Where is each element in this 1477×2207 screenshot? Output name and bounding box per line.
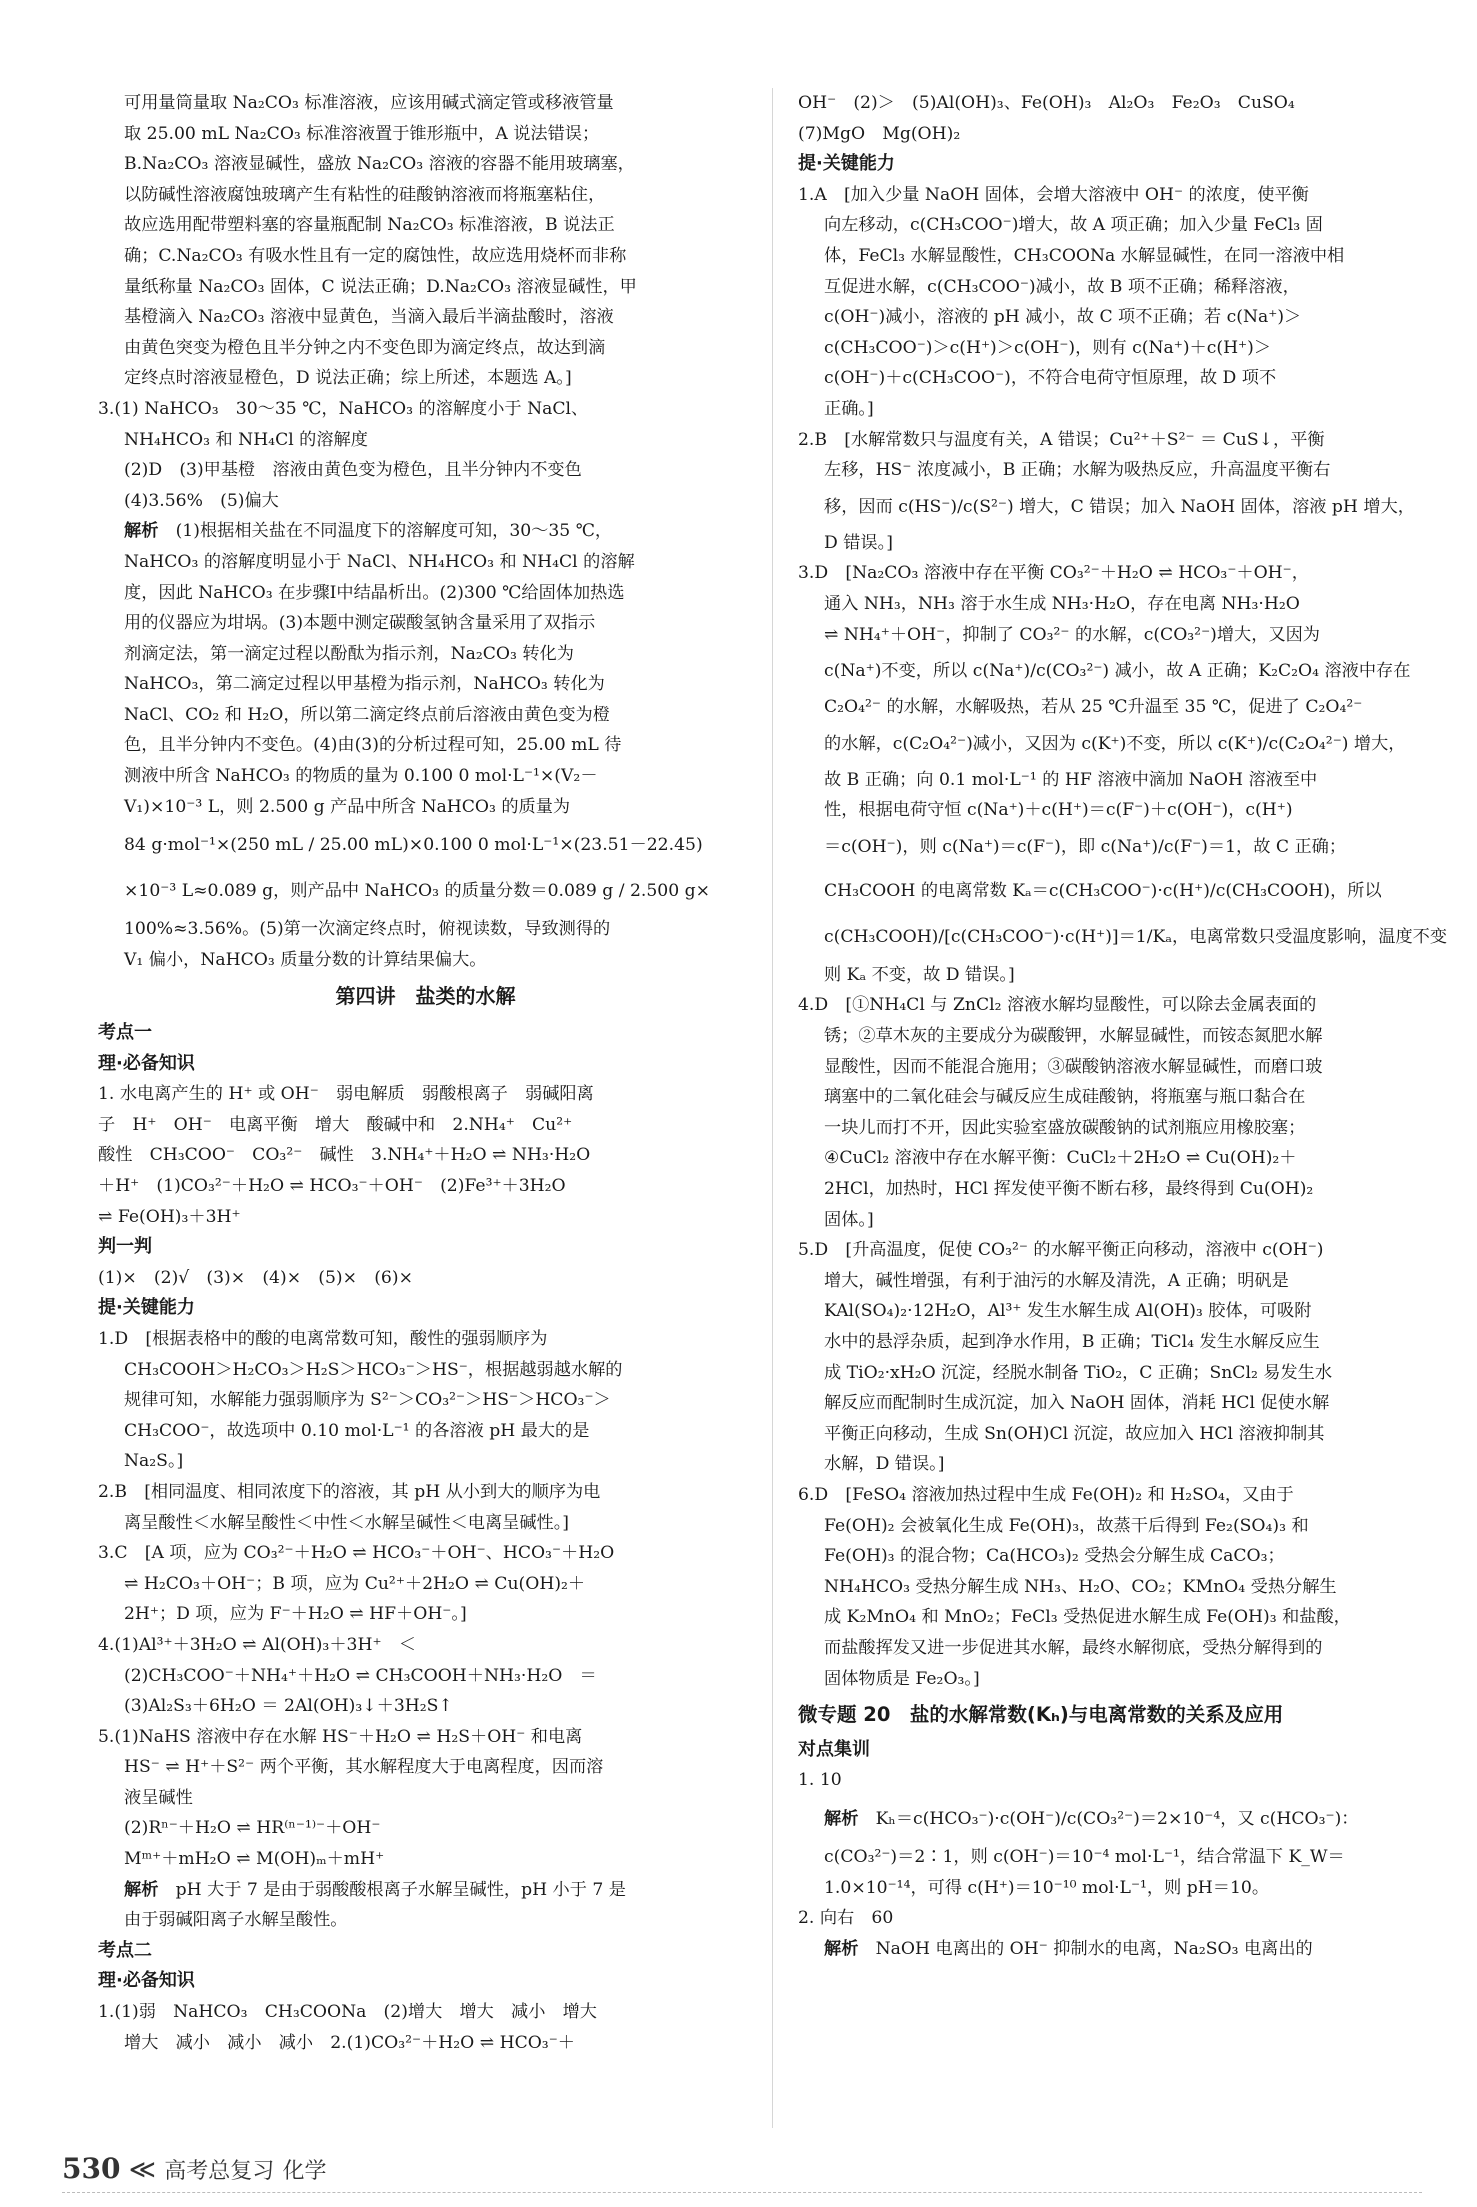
section-subheading: 判一判 bbox=[98, 1236, 152, 1258]
text-line: Mᵐ⁺＋mH₂O ⇌ M(OH)ₘ＋mH⁺ bbox=[124, 1849, 385, 1870]
text-line: 以防碱性溶液腐蚀玻璃产生有粘性的硅酸钠溶液而将瓶塞粘住， bbox=[124, 184, 606, 205]
text-line: 1.(1)弱 NaHCO₃ CH₃COONa (2)增大 增大 减小 增大 bbox=[98, 2002, 597, 2023]
text-line: (2)CH₃COO⁻＋NH₄⁺＋H₂O ⇌ CH₃COOH＋NH₃·H₂O ＝ bbox=[124, 1665, 597, 1686]
footer-rule bbox=[62, 2192, 1422, 2193]
text-line: 左移，HS⁻ 浓度减小，B 正确；水解为吸热反应，升高温度平衡右 bbox=[824, 460, 1331, 481]
text-line: Na₂S。] bbox=[124, 1451, 184, 1472]
section-subheading: 对点集训 bbox=[798, 1738, 870, 1760]
text-line: 解反应而配制时生成沉淀，加入 NaOH 固体，消耗 HCl 促使水解 bbox=[824, 1393, 1330, 1414]
text-line: 3.D [Na₂CO₃ 溶液中存在平衡 CO₃²⁻＋H₂O ⇌ HCO₃⁻＋OH⁻， bbox=[798, 563, 1309, 584]
analysis-label: 解析 bbox=[124, 521, 159, 542]
text-line: (3)Al₂S₃＋6H₂O ＝ 2Al(OH)₃↓＋3H₂S↑ bbox=[124, 1696, 453, 1717]
book-title: 高考总复习 bbox=[164, 2159, 275, 2184]
section-subheading: 提·关键能力 bbox=[98, 1297, 195, 1319]
text-line: (2)Rⁿ⁻＋H₂O ⇌ HR⁽ⁿ⁻¹⁾⁻＋OH⁻ bbox=[124, 1818, 381, 1839]
text-line: 固体物质是 Fe₂O₃。] bbox=[824, 1668, 980, 1689]
required-knowledge bbox=[98, 1079, 753, 1232]
text-line: 离呈酸性＜水解呈酸性＜中性＜水解呈碱性＜电离呈碱性。] bbox=[124, 1512, 569, 1533]
text-line: 定终点时溶液显橙色，D 说法正确；综上所述，本题选 A。] bbox=[124, 368, 572, 389]
text-line: 1. 10 bbox=[798, 1770, 842, 1791]
text-line: 用的仪器应为坩埚。(3)本题中测定碳酸氢钠含量采用了双指示 bbox=[124, 613, 596, 634]
page-footer bbox=[62, 2152, 327, 2185]
text-line: C₂O₄²⁻ 的水解，水解吸热，若从 25 ℃升温至 35 ℃，促进了 C₂O₄²⁻ bbox=[824, 697, 1363, 718]
text-line: NH₄HCO₃ 和 NH₄Cl 的溶解度 bbox=[124, 429, 368, 450]
text-line: 剂滴定法，第一滴定过程以酚酞为指示剂，Na₂CO₃ 转化为 bbox=[124, 643, 574, 664]
text-line: NaHCO₃，第二滴定过程以甲基橙为指示剂，NaHCO₃ 转化为 bbox=[124, 674, 605, 695]
section-subheading: 理·必备知识 bbox=[98, 1052, 195, 1074]
formula-line: CH₃COOH 的电离常数 Kₐ＝c(CH₃COO⁻)·c(H⁺)/c(CH₃COOH)，所以 bbox=[824, 880, 1382, 901]
chevron-left-icon: ≪ bbox=[128, 2155, 156, 2185]
formula-line: ＝c(OH⁻)，则 c(Na⁺)＝c(F⁻)，即 c(Na⁺)/c(F⁻)＝1，故 C 正确； bbox=[824, 836, 1347, 857]
text-line: ⇌ Fe(OH)₃＋3H⁺ bbox=[98, 1206, 241, 1227]
section-heading: 考点二 bbox=[98, 1939, 152, 1961]
text-line: 2.B [相同温度、相同浓度下的溶液，其 pH 从小到大的顺序为电 bbox=[98, 1481, 601, 1502]
text-line: 子 H⁺ OH⁻ 电离平衡 增大 酸碱中和 2.NH₄⁺ Cu²⁺ bbox=[98, 1114, 573, 1135]
text-line: 平衡正向移动，生成 Sn(OH)Cl 沉淀，故应加入 HCl 溶液抑制其 bbox=[824, 1423, 1325, 1444]
text-line: 2H⁺；D 项，应为 F⁻＋H₂O ⇌ HF＋OH⁻。] bbox=[124, 1604, 467, 1625]
text-line: 璃塞中的二氧化硅会与碱反应生成硅酸钠，将瓶塞与瓶口黏合在 bbox=[824, 1087, 1306, 1108]
text-line: 性，根据电荷守恒 c(Na⁺)＋c(H⁺)＝c(F⁻)＋c(OH⁻)，c(H⁺) bbox=[824, 800, 1293, 821]
formula-line: ×10⁻³ L≈0.089 g，则产品中 NaHCO₃ 的质量分数＝0.089 g / 2.500 g× bbox=[124, 881, 711, 902]
analysis-label: 解析 bbox=[824, 1808, 859, 1829]
section-heading: 考点一 bbox=[98, 1022, 152, 1044]
block-continued-answer bbox=[98, 88, 753, 394]
text-line: 体，FeCl₃ 水解显酸性，CH₃COONa 水解显碱性，在同一溶液中相 bbox=[824, 245, 1345, 266]
text-line: 3.C [A 项，应为 CO₃²⁻＋H₂O ⇌ HCO₃⁻＋OH⁻、HCO₃⁻＋H₂O bbox=[98, 1543, 615, 1564]
text-line: 基橙滴入 Na₂CO₃ 溶液中显黄色，当滴入最后半滴盐酸时，溶液 bbox=[124, 307, 614, 328]
text-line: ⇌ NH₄⁺＋OH⁻，抑制了 CO₃²⁻ 的水解，c(CO₃²⁻)增大，又因为 bbox=[824, 624, 1320, 645]
text-line: 向左移动，c(CH₃COO⁻)增大，故 A 项正确；加入少量 FeCl₃ 固 bbox=[824, 215, 1323, 236]
text-line: Fe(OH)₃ 的混合物；Ca(HCO₃)₂ 受热会分解生成 CaCO₃； bbox=[824, 1546, 1285, 1567]
text-line: 故应选用配带塑料塞的容量瓶配制 Na₂CO₃ 标准溶液，B 说法正 bbox=[124, 215, 615, 236]
text-line: 测液中所含 NaHCO₃ 的物质的量为 0.100 0 mol·L⁻¹×(V₂－ bbox=[124, 766, 598, 787]
text-line: 量纸称量 Na₂CO₃ 固体，C 说法正确；D.Na₂CO₃ 溶液显碱性，甲 bbox=[124, 276, 637, 297]
subject-name: 化学 bbox=[282, 2159, 327, 2184]
text-line: pH 大于 7 是由于弱酸酸根离子水解呈碱性，pH 小于 7 是 bbox=[175, 1879, 626, 1900]
key-ability-answers-2 bbox=[798, 180, 1453, 1694]
text-line: 4.D [①NH₄Cl 与 ZnCl₂ 溶液水解均显酸性，可以除去金属表面的 bbox=[798, 995, 1317, 1016]
text-line: 故 B 正确；向 0.1 mol·L⁻¹ 的 HF 溶液中滴加 NaOH 溶液至中 bbox=[824, 769, 1318, 790]
text-line: 5.(1)NaHS 溶液中存在水解 HS⁻＋H₂O ⇌ H₂S＋OH⁻ 和电离 bbox=[98, 1726, 583, 1747]
text-line: (4)3.56% (5)偏大 bbox=[124, 490, 279, 511]
formula-line: Kₕ＝c(HCO₃⁻)·c(OH⁻)/c(CO₃²⁻)＝2×10⁻⁴，又 c(HCO₃⁻)： bbox=[875, 1808, 1359, 1829]
text-line: NH₄HCO₃ 受热分解生成 NH₃、H₂O、CO₂；KMnO₄ 受热分解生 bbox=[824, 1576, 1337, 1597]
formula-line: c(Na⁺)不变，所以 c(Na⁺)/c(CO₃²⁻) 减小，故 A 正确；K₂C₂O₄ 溶液中存在 bbox=[824, 661, 1411, 682]
text-line: CH₃COOH＞H₂CO₃＞H₂S＞HCO₃⁻＞HS⁻，根据越弱越水解的 bbox=[124, 1359, 623, 1380]
text-line: 一块儿而打不开，因此实验室盛放碳酸钠的试剂瓶应用橡胶塞； bbox=[824, 1117, 1306, 1138]
text-line: 酸性 CH₃COO⁻ CO₃²⁻ 碱性 3.NH₄⁺＋H₂O ⇌ NH₃·H₂O bbox=[98, 1145, 591, 1166]
text-line: 增大 减小 减小 减小 2.(1)CO₃²⁻＋H₂O ⇌ HCO₃⁻＋ bbox=[124, 2032, 575, 2053]
text-line: 显酸性，因而不能混合施用；③碳酸钠溶液水解显碱性，而磨口玻 bbox=[824, 1056, 1323, 1077]
text-line: 由黄色突变为橙色且半分钟之内不变色即为滴定终点，故达到滴 bbox=[124, 337, 606, 358]
text-line: 而盐酸挥发又进一步促进其水解，最终水解彻底，受热分解得到的 bbox=[824, 1637, 1323, 1658]
text-line: 1.A [加入少量 NaOH 固体，会增大溶液中 OH⁻ 的浓度，使平衡 bbox=[798, 184, 1309, 205]
key-ability-answers bbox=[98, 1324, 753, 1875]
text-line: 固体。] bbox=[824, 1209, 874, 1230]
text-line: (1)× (2)√ (3)× (4)× (5)× (6)× bbox=[98, 1267, 413, 1288]
text-line: 锈；②草木灰的主要成分为碳酸钾，水解显碱性，而铵态氮肥水解 bbox=[824, 1026, 1323, 1047]
right-column bbox=[798, 88, 1453, 1964]
text-line: c(CO₃²⁻)＝2∶1，则 c(OH⁻)＝10⁻⁴ mol·L⁻¹，结合常温下 K_W＝ bbox=[824, 1846, 1345, 1867]
text-line: 确；C.Na₂CO₃ 有吸水性且有一定的腐蚀性，故应选用烧杯而非称 bbox=[124, 245, 627, 266]
text-line: ⇌ H₂CO₃＋OH⁻；B 项，应为 Cu²⁺＋2H₂O ⇌ Cu(OH)₂＋ bbox=[124, 1573, 586, 1594]
text-line: V₁)×10⁻³ L，则 2.500 g 产品中所含 NaHCO₃ 的质量为 bbox=[124, 796, 571, 817]
text-line: NaHCO₃ 的溶解度明显小于 NaCl、NH₄HCO₃ 和 NH₄Cl 的溶解 bbox=[124, 551, 635, 572]
text-line: 通入 NH₃，NH₃ 溶于水生成 NH₃·H₂O，存在电离 NH₃·H₂O bbox=[824, 593, 1300, 614]
text-line: 2. 向右 60 bbox=[798, 1908, 894, 1929]
section-subheading: 提·关键能力 bbox=[798, 153, 895, 175]
column-divider bbox=[772, 88, 773, 2128]
analysis-label: 解析 bbox=[824, 1938, 859, 1959]
text-line: 色，且半分钟内不变色。(4)由(3)的分析过程可知，25.00 mL 待 bbox=[124, 735, 622, 756]
text-line: B.Na₂CO₃ 溶液显碱性，盛放 Na₂CO₃ 溶液的容器不能用玻璃塞， bbox=[124, 154, 635, 175]
required-knowledge-2 bbox=[98, 1997, 753, 2058]
text-line: CH₃COO⁻，故选项中 0.10 mol·L⁻¹ 的各溶液 pH 最大的是 bbox=[124, 1420, 590, 1441]
text-line: KAl(SO₄)₂·12H₂O，Al³⁺ 发生水解生成 Al(OH)₃ 胶体，可吸附 bbox=[824, 1301, 1312, 1322]
question-3-analysis bbox=[98, 516, 753, 975]
text-line: 1. 水电离产生的 H⁺ 或 OH⁻ 弱电解质 弱酸根离子 弱碱阳离 bbox=[98, 1084, 594, 1105]
text-line: (1)根据相关盐在不同温度下的溶解度可知，30～35 ℃， bbox=[175, 521, 613, 542]
text-line: 1.D [根据表格中的酸的电离常数可知，酸性的强弱顺序为 bbox=[98, 1328, 548, 1349]
text-line: 3.(1) NaHCO₃ 30～35 ℃，NaHCO₃ 的溶解度小于 NaCl、 bbox=[98, 398, 589, 419]
text-line: NaCl、CO₂ 和 H₂O，所以第二滴定终点前后溶液由黄色变为橙 bbox=[124, 704, 610, 725]
text-line: c(OH⁻)＋c(CH₃COO⁻)，不符合电荷守恒原理，故 D 项不 bbox=[824, 368, 1277, 389]
text-line: D 错误。] bbox=[824, 532, 893, 553]
text-line: 1.0×10⁻¹⁴，可得 c(H⁺)＝10⁻¹⁰ mol·L⁻¹，则 pH＝10。 bbox=[824, 1877, 1270, 1898]
text-line: OH⁻ (2)＞ (5)Al(OH)₃、Fe(OH)₃ Al₂O₃ Fe₂O₃ CuSO₄ bbox=[798, 93, 1295, 113]
text-line: 互促进水解，c(CH₃COO⁻)减小，故 B 项不正确；稀释溶液， bbox=[824, 276, 1300, 297]
chapter-title: 第四讲 盐类的水解 bbox=[335, 984, 516, 1009]
text-line: 成 K₂MnO₄ 和 MnO₂；FeCl₃ 受热促进水解生成 Fe(OH)₃ 和盐酸， bbox=[824, 1607, 1351, 1628]
text-line: 6.D [FeSO₄ 溶液加热过程中生成 Fe(OH)₂ 和 H₂SO₄，又由于 bbox=[798, 1484, 1294, 1505]
formula-line: 移，因而 c(HS⁻)/c(S²⁻) 增大，C 错误；加入 NaOH 固体，溶液 pH 增大， bbox=[824, 496, 1415, 517]
text-line: 则 Kₐ 不变，故 D 错误。] bbox=[824, 964, 1015, 985]
text-line: 水解，D 错误。] bbox=[824, 1454, 945, 1475]
formula-line: 84 g·mol⁻¹×(250 mL / 25.00 mL)×0.100 0 mol·L⁻¹×(23.51－22.45) bbox=[124, 835, 703, 856]
text-line: NaOH 电离出的 OH⁻ 抑制水的电离，Na₂SO₃ 电离出的 bbox=[875, 1938, 1313, 1959]
left-column bbox=[98, 88, 753, 2058]
analysis-label: 解析 bbox=[124, 1879, 159, 1900]
text-line: 可用量筒量取 Na₂CO₃ 标准溶液，应该用碱式滴定管或移液管量 bbox=[124, 93, 614, 113]
text-line: 4.(1)Al³⁺＋3H₂O ⇌ Al(OH)₃＋3H⁺ ＜ bbox=[98, 1634, 416, 1655]
formula-line: 的水解，c(C₂O₄²⁻)减小，又因为 c(K⁺)不变，所以 c(K⁺)/c(C₂O₄²⁻) 增大， bbox=[824, 733, 1406, 754]
text-line: 2.B [水解常数只与温度有关，A 错误；Cu²⁺＋S²⁻ ＝ CuS↓，平衡 bbox=[798, 429, 1325, 450]
text-line: 100%≈3.56%。(5)第一次滴定终点时，俯视读数，导致测得的 bbox=[124, 919, 611, 940]
text-line: 2HCl，加热时，HCl 挥发使平衡不断右移，最终得到 Cu(OH)₂ bbox=[824, 1179, 1314, 1200]
micro-topic-title: 微专题 20 盐的水解常数(Kₕ)与电离常数的关系及应用 bbox=[798, 1703, 1284, 1727]
text-line: 由于弱碱阳离子水解呈酸性。 bbox=[124, 1910, 348, 1931]
section-subheading: 理·必备知识 bbox=[98, 1970, 195, 1992]
page-number: 530 bbox=[62, 2152, 121, 2185]
text-line: 取 25.00 mL Na₂CO₃ 标准溶液置于锥形瓶中，A 说法错误； bbox=[124, 123, 600, 144]
question-3-answer bbox=[98, 394, 753, 516]
text-line: (2)D (3)甲基橙 溶液由黄色变为橙色，且半分钟内不变色 bbox=[124, 460, 582, 481]
question-5-analysis bbox=[98, 1875, 753, 1936]
text-line: 成 TiO₂·xH₂O 沉淀，经脱水制备 TiO₂，C 正确；SnCl₂ 易发生水 bbox=[824, 1362, 1333, 1383]
text-line: 液呈碱性 bbox=[124, 1787, 193, 1808]
text-line: (7)MgO Mg(OH)₂ bbox=[798, 123, 961, 144]
text-line: c(OH⁻)减小，溶液的 pH 减小，故 C 项不正确；若 c(Na⁺)＞ bbox=[824, 307, 1302, 328]
text-line: 水中的悬浮杂质，起到净水作用，B 正确；TiCl₄ 发生水解反应生 bbox=[824, 1332, 1320, 1352]
text-line: V₁ 偏小，NaHCO₃ 质量分数的计算结果偏大。 bbox=[124, 949, 487, 970]
text-line: Fe(OH)₂ 会被氧化生成 Fe(OH)₃，故蒸干后得到 Fe₂(SO₄)₃ 和 bbox=[824, 1515, 1309, 1536]
text-line: 增大，碱性增强，有利于油污的水解及清洗，A 正确；明矾是 bbox=[824, 1270, 1289, 1291]
text-line: 正确。] bbox=[824, 398, 874, 419]
formula-line: c(CH₃COOH)/[c(CH₃COO⁻)·c(H⁺)]＝1/Kₐ，电离常数只受温度影响，温度不变 bbox=[824, 926, 1448, 947]
text-line: 度，因此 NaHCO₃ 在步骤Ⅰ中结晶析出。(2)300 ℃给固体加热选 bbox=[124, 582, 625, 603]
text-line: ④CuCl₂ 溶液中存在水解平衡：CuCl₂＋2H₂O ⇌ Cu(OH)₂＋ bbox=[824, 1148, 1297, 1169]
text-line: HS⁻ ⇌ H⁺＋S²⁻ 两个平衡，其水解程度大于电离程度，因而溶 bbox=[124, 1757, 604, 1778]
text-line: ＋H⁺ (1)CO₃²⁻＋H₂O ⇌ HCO₃⁻＋OH⁻ (2)Fe³⁺＋3H₂O bbox=[98, 1176, 566, 1196]
text-line: 规律可知，水解能力强弱顺序为 S²⁻＞CO₃²⁻＞HS⁻＞HCO₃⁻＞ bbox=[124, 1390, 611, 1411]
text-line: 5.D [升高温度，促使 CO₃²⁻ 的水解平衡正向移动，溶液中 c(OH⁻) bbox=[798, 1240, 1324, 1261]
text-line: c(CH₃COO⁻)＞c(H⁺)＞c(OH⁻)，则有 c(Na⁺)＋c(H⁺)＞ bbox=[824, 337, 1272, 358]
